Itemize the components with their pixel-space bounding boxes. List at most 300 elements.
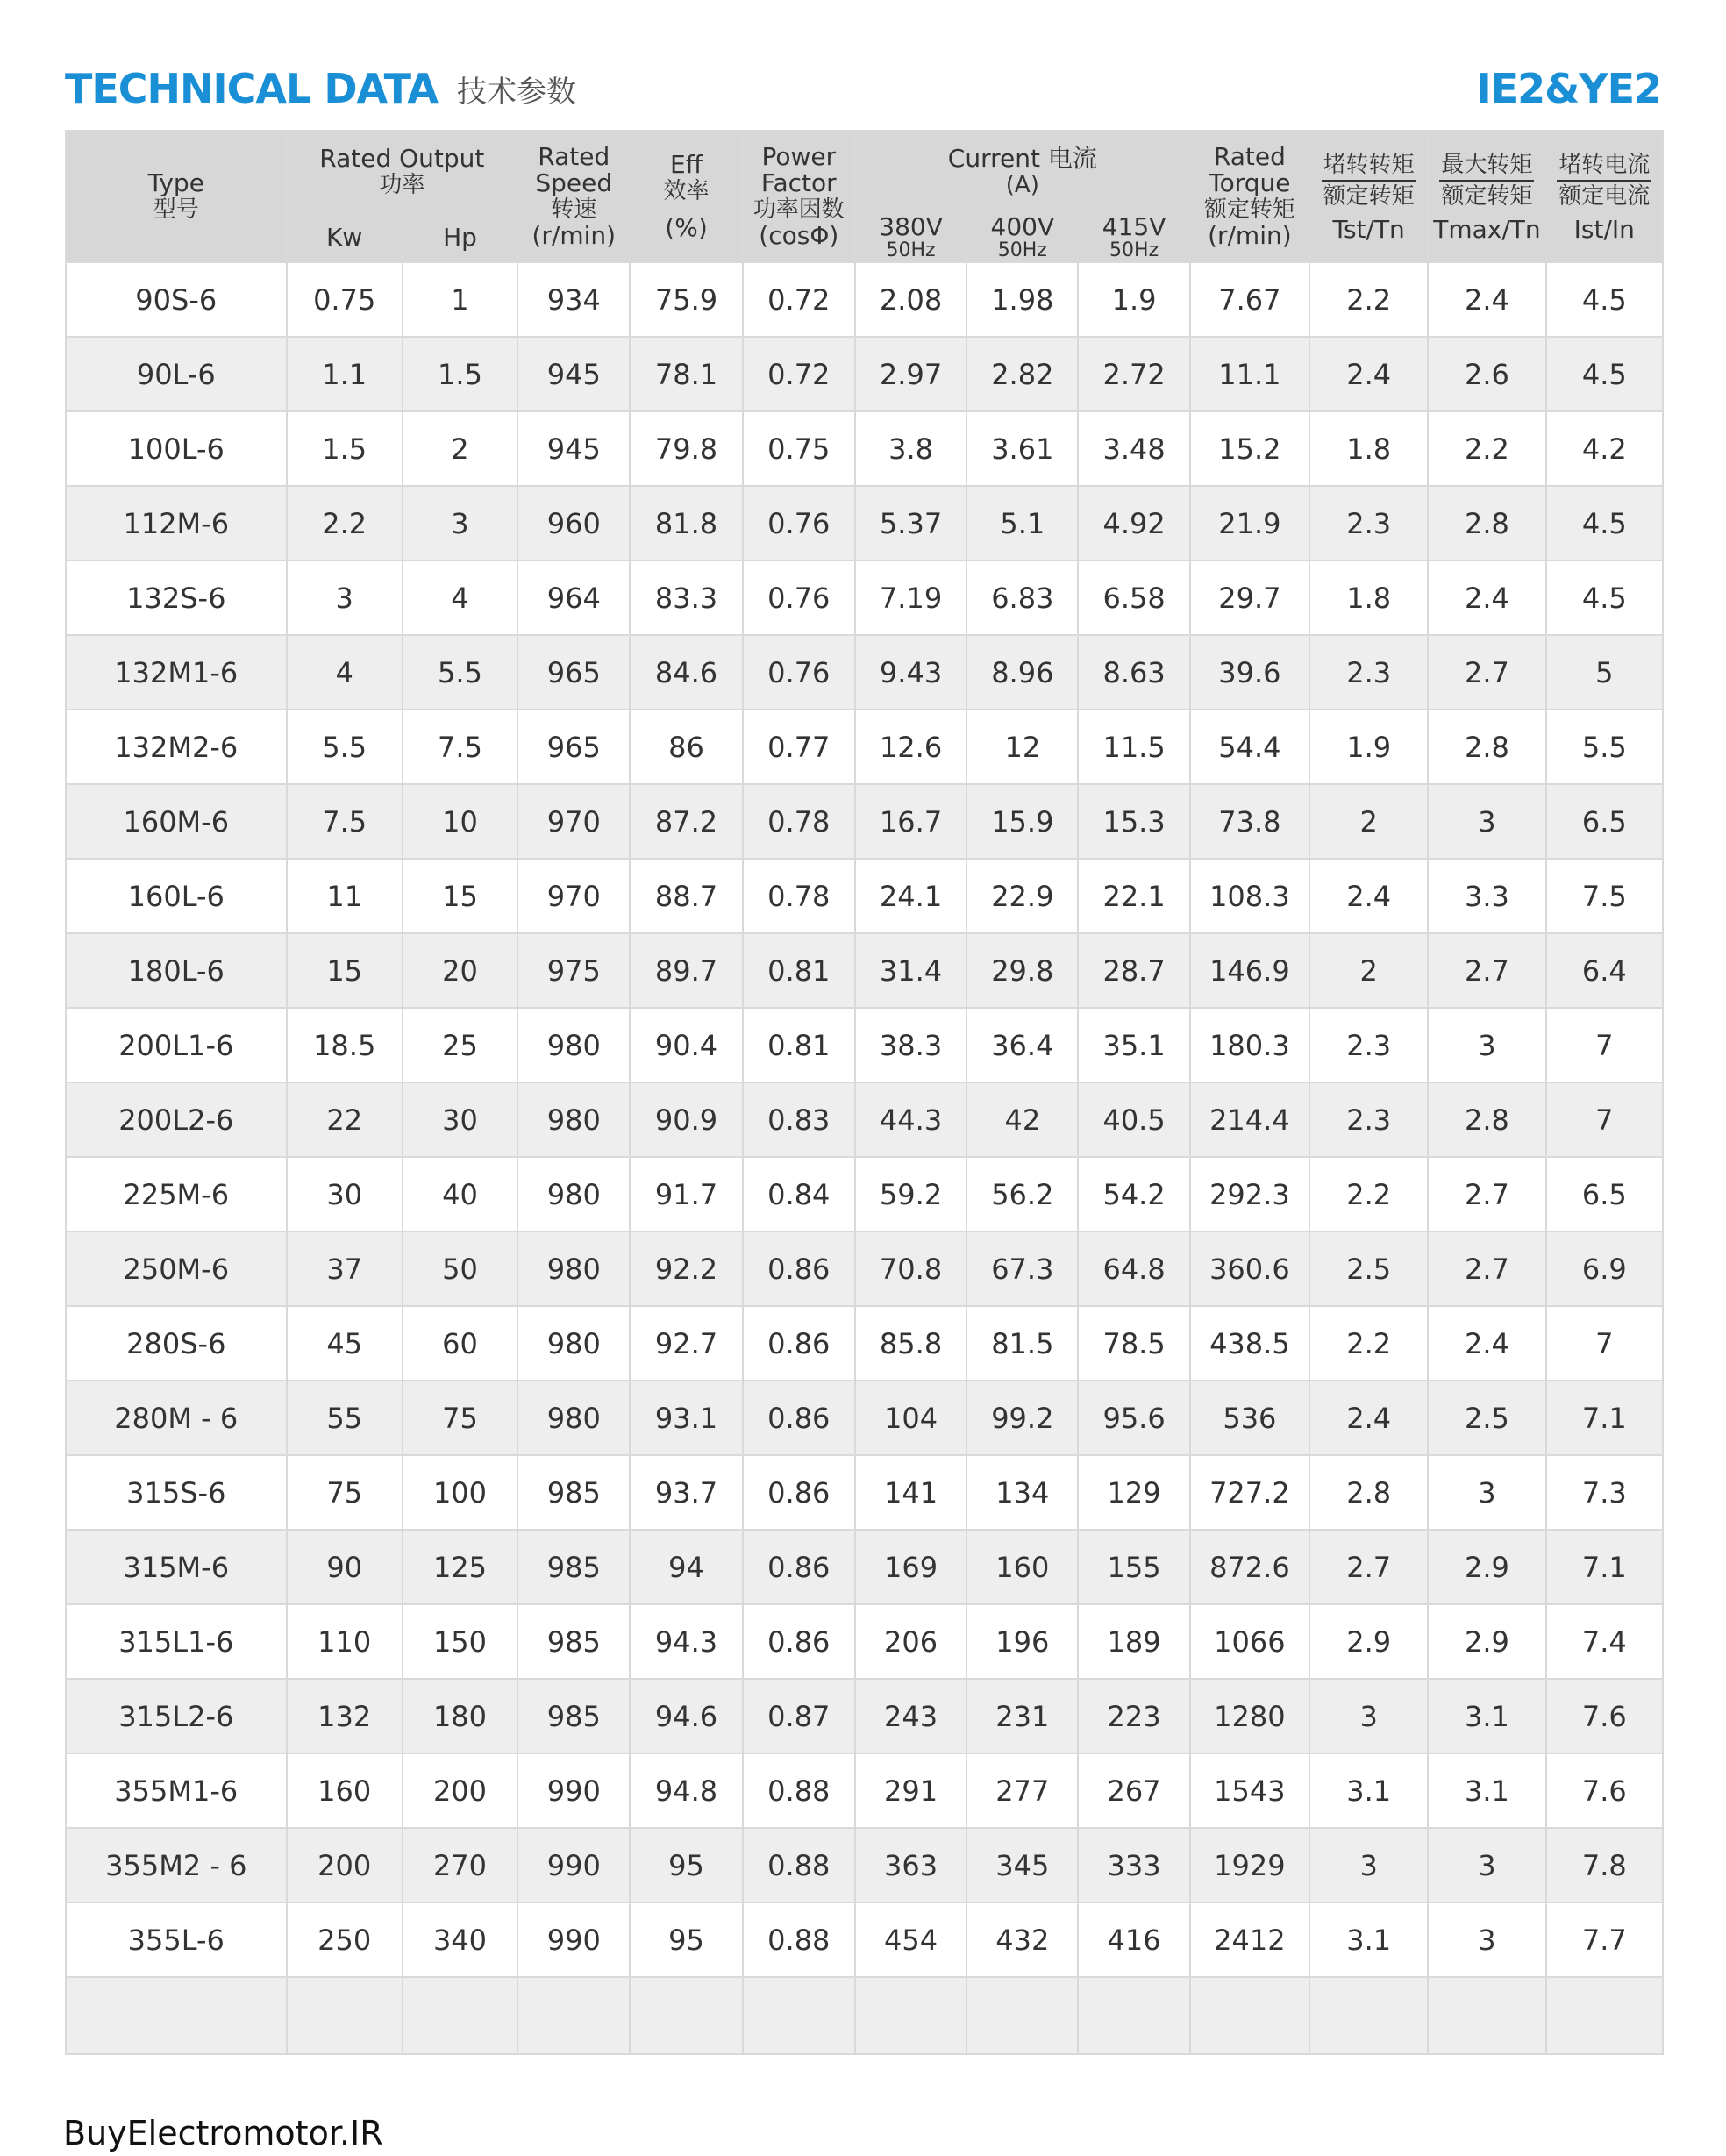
table-cell: 92.7 — [630, 1306, 742, 1381]
table-cell: 985 — [517, 1604, 630, 1679]
table-cell: 3 — [1309, 1828, 1428, 1903]
table-cell: 333 — [1078, 1828, 1189, 1903]
table-cell: 22.1 — [1078, 859, 1189, 933]
cell-type: 315M-6 — [66, 1530, 287, 1604]
table-cell: 0.86 — [743, 1530, 855, 1604]
table-cell: 3 — [403, 486, 517, 560]
table-cell: 64.8 — [1078, 1231, 1189, 1306]
table-row — [66, 262, 1663, 337]
table-cell: 18.5 — [287, 1008, 403, 1082]
table-cell: 2.4 — [1428, 560, 1545, 635]
table-cell: 42 — [966, 1082, 1078, 1157]
table-cell: 100 — [403, 1455, 517, 1530]
table-cell: 1280 — [1190, 1679, 1309, 1753]
table-cell: 1 — [403, 262, 517, 337]
table-cell: 22.9 — [966, 859, 1078, 933]
table-cell: 0.72 — [743, 262, 855, 337]
table-cell: 200 — [403, 1753, 517, 1828]
table-cell: 7.6 — [1546, 1753, 1663, 1828]
table-cell: 2.08 — [855, 262, 966, 337]
table-cell: 81.8 — [630, 486, 742, 560]
table-cell: 7.6 — [1546, 1679, 1663, 1753]
table-cell: 6.5 — [1546, 784, 1663, 859]
table-row — [66, 1753, 1663, 1828]
cell-type: 200L1-6 — [66, 1008, 287, 1082]
table-cell: 2.7 — [1309, 1530, 1428, 1604]
table-cell: 2.7 — [1428, 1231, 1545, 1306]
table-cell: 990 — [517, 1828, 630, 1903]
table-cell: 6.58 — [1078, 560, 1189, 635]
table-cell: 7.8 — [1546, 1828, 1663, 1903]
table-cell: 25 — [403, 1008, 517, 1082]
table-cell: 2.8 — [1428, 710, 1545, 784]
table-cell: 37 — [287, 1231, 403, 1306]
cell-type: 355M2 - 6 — [66, 1828, 287, 1903]
table-cell: 90 — [287, 1530, 403, 1604]
table-cell: 10 — [403, 784, 517, 859]
table-cell: 340 — [403, 1903, 517, 1977]
table-cell: 990 — [517, 1903, 630, 1977]
table-cell: 980 — [517, 1381, 630, 1455]
table-cell: 31.4 — [855, 933, 966, 1008]
table-cell: 934 — [517, 262, 630, 337]
table-cell: 200 — [287, 1828, 403, 1903]
table-cell: 78.5 — [1078, 1306, 1189, 1381]
table-cell: 2.82 — [966, 337, 1078, 411]
table-cell: 267 — [1078, 1753, 1189, 1828]
table-cell: 4.92 — [1078, 486, 1189, 560]
table-cell: 29.7 — [1190, 560, 1309, 635]
table-cell: 3.61 — [966, 411, 1078, 486]
title-english: TECHNICAL DATA — [65, 65, 438, 112]
table-cell: 0.76 — [743, 486, 855, 560]
table-cell: 6.83 — [966, 560, 1078, 635]
table-cell: 39.6 — [1190, 635, 1309, 710]
table-cell: 2.9 — [1428, 1530, 1545, 1604]
table-cell: 2.5 — [1309, 1231, 1428, 1306]
table-cell: 2.4 — [1309, 859, 1428, 933]
header-power-factor: Power Factor 功率因数 (cosΦ) — [743, 131, 855, 262]
table-cell: 980 — [517, 1306, 630, 1381]
table-cell: 1.1 — [287, 337, 403, 411]
table-cell: 3 — [1428, 1828, 1545, 1903]
table-cell: 1066 — [1190, 1604, 1309, 1679]
table-cell: 2.4 — [1428, 1306, 1545, 1381]
table-cell: 40.5 — [1078, 1082, 1189, 1157]
table-cell: 12.6 — [855, 710, 966, 784]
table-cell: 15.9 — [966, 784, 1078, 859]
table-cell: 3 — [1428, 1008, 1545, 1082]
table-cell: 6.9 — [1546, 1231, 1663, 1306]
empty-cell — [630, 1977, 742, 2054]
technical-data-table — [65, 130, 1664, 2055]
empty-cell — [1078, 1977, 1189, 2054]
table-cell: 95.6 — [1078, 1381, 1189, 1455]
table-cell: 150 — [403, 1604, 517, 1679]
header-max-torque-ratio: $\frac{\text{最大转矩}}{\text{额定转矩}}$ Tmax/Tn — [1428, 131, 1545, 262]
table-cell: 990 — [517, 1753, 630, 1828]
table-cell: 432 — [966, 1903, 1078, 1977]
table-cell: 985 — [517, 1679, 630, 1753]
header-eff: Eff 效率 (%) — [630, 131, 742, 262]
empty-cell — [1309, 1977, 1428, 2054]
table-cell: 15 — [403, 859, 517, 933]
table-cell: 965 — [517, 635, 630, 710]
table-row — [66, 1381, 1663, 1455]
table-cell: 1.8 — [1309, 560, 1428, 635]
table-cell: 2.4 — [1309, 1381, 1428, 1455]
cell-type: 315L1-6 — [66, 1604, 287, 1679]
table-cell: 45 — [287, 1306, 403, 1381]
table-cell: 1929 — [1190, 1828, 1309, 1903]
header-400v: 400V 50Hz — [966, 213, 1078, 262]
table-cell: 15.2 — [1190, 411, 1309, 486]
table-cell: 3.1 — [1309, 1903, 1428, 1977]
table-cell: 2.4 — [1309, 337, 1428, 411]
table-cell: 727.2 — [1190, 1455, 1309, 1530]
table-cell: 91.7 — [630, 1157, 742, 1231]
table-cell: 416 — [1078, 1903, 1189, 1977]
table-cell: 11.1 — [1190, 337, 1309, 411]
table-cell: 3.48 — [1078, 411, 1189, 486]
table-cell: 7.19 — [855, 560, 966, 635]
table-cell: 0.76 — [743, 560, 855, 635]
table-cell: 0.86 — [743, 1306, 855, 1381]
table-cell: 536 — [1190, 1381, 1309, 1455]
table-cell: 99.2 — [966, 1381, 1078, 1455]
empty-cell — [66, 1977, 287, 2054]
table-cell: 2.4 — [1428, 262, 1545, 337]
cell-type: 180L-6 — [66, 933, 287, 1008]
table-cell: 0.86 — [743, 1455, 855, 1530]
table-cell: 60 — [403, 1306, 517, 1381]
table-cell: 7.3 — [1546, 1455, 1663, 1530]
table-cell: 2.8 — [1428, 486, 1545, 560]
table-cell: 0.76 — [743, 635, 855, 710]
table-cell: 4 — [403, 560, 517, 635]
header-380v: 380V 50Hz — [855, 213, 966, 262]
table-row — [66, 1604, 1663, 1679]
table-cell: 5.5 — [287, 710, 403, 784]
table-cell: 2 — [403, 411, 517, 486]
table-cell: 970 — [517, 784, 630, 859]
table-body — [66, 262, 1663, 2054]
cell-type: 250M-6 — [66, 1231, 287, 1306]
table-cell: 438.5 — [1190, 1306, 1309, 1381]
table-cell: 160 — [966, 1530, 1078, 1604]
table-cell: 28.7 — [1078, 933, 1189, 1008]
table-cell: 59.2 — [855, 1157, 966, 1231]
table-cell: 146.9 — [1190, 933, 1309, 1008]
header-rated-speed: Rated Speed 转速 (r/min) — [517, 131, 630, 262]
header-rated-output: Rated Output 功率 — [287, 131, 518, 213]
table-cell: 231 — [966, 1679, 1078, 1753]
table-cell: 11.5 — [1078, 710, 1189, 784]
table-cell: 2.3 — [1309, 635, 1428, 710]
table-cell: 2412 — [1190, 1903, 1309, 1977]
table-cell: 5.5 — [403, 635, 517, 710]
empty-cell — [1190, 1977, 1309, 2054]
table-cell: 2.2 — [1428, 411, 1545, 486]
table-cell: 2.97 — [855, 337, 966, 411]
table-row — [66, 1679, 1663, 1753]
table-cell: 73.8 — [1190, 784, 1309, 859]
table-cell: 7.7 — [1546, 1903, 1663, 1977]
header-hp: Hp — [403, 213, 517, 262]
cell-type: 280S-6 — [66, 1306, 287, 1381]
cell-type: 355L-6 — [66, 1903, 287, 1977]
table-cell: 980 — [517, 1157, 630, 1231]
table-cell: 8.63 — [1078, 635, 1189, 710]
table-cell: 8.96 — [966, 635, 1078, 710]
table-cell: 980 — [517, 1008, 630, 1082]
table-cell: 67.3 — [966, 1231, 1078, 1306]
table-row — [66, 1903, 1663, 1977]
table-cell: 22 — [287, 1082, 403, 1157]
table-cell: 30 — [287, 1157, 403, 1231]
table-row — [66, 560, 1663, 635]
table-cell: 79.8 — [630, 411, 742, 486]
table-cell: 93.1 — [630, 1381, 742, 1455]
table-cell: 155 — [1078, 1530, 1189, 1604]
table-cell: 7.5 — [287, 784, 403, 859]
table-cell: 6.5 — [1546, 1157, 1663, 1231]
table-cell: 2.3 — [1309, 1082, 1428, 1157]
table-cell: 945 — [517, 337, 630, 411]
cell-type: 90L-6 — [66, 337, 287, 411]
table-cell: 0.86 — [743, 1381, 855, 1455]
table-cell: 0.86 — [743, 1231, 855, 1306]
header-current: Current 电流 (A) — [855, 131, 1190, 213]
table-cell: 2.8 — [1428, 1082, 1545, 1157]
table-cell: 2 — [1309, 784, 1428, 859]
table-cell: 945 — [517, 411, 630, 486]
table-cell: 0.87 — [743, 1679, 855, 1753]
table-cell: 0.88 — [743, 1753, 855, 1828]
empty-row — [66, 1977, 1663, 2054]
table-cell: 243 — [855, 1679, 966, 1753]
table-cell: 7 — [1546, 1082, 1663, 1157]
table-cell: 160 — [287, 1753, 403, 1828]
table-row — [66, 635, 1663, 710]
table-cell: 141 — [855, 1455, 966, 1530]
table-cell: 1.5 — [287, 411, 403, 486]
table-cell: 0.75 — [743, 411, 855, 486]
table-cell: 90.9 — [630, 1082, 742, 1157]
table-cell: 2.7 — [1428, 933, 1545, 1008]
table-cell: 3 — [1428, 1455, 1545, 1530]
table-cell: 4.2 — [1546, 411, 1663, 486]
table-cell: 2.3 — [1309, 486, 1428, 560]
table-cell: 0.77 — [743, 710, 855, 784]
table-cell: 345 — [966, 1828, 1078, 1903]
series-label: IE2&YE2 — [1476, 65, 1661, 112]
table-cell: 30 — [403, 1082, 517, 1157]
table-cell: 2.6 — [1428, 337, 1545, 411]
table-cell: 0.75 — [287, 262, 403, 337]
table-cell: 3.1 — [1428, 1753, 1545, 1828]
table-cell: 1.9 — [1078, 262, 1189, 337]
table-cell: 81.5 — [966, 1306, 1078, 1381]
table-cell: 1543 — [1190, 1753, 1309, 1828]
table-cell: 2.3 — [1309, 1008, 1428, 1082]
table-cell: 0.88 — [743, 1828, 855, 1903]
table-cell: 180.3 — [1190, 1008, 1309, 1082]
table-row — [66, 411, 1663, 486]
table-cell: 78.1 — [630, 337, 742, 411]
table-cell: 2.9 — [1428, 1604, 1545, 1679]
table-row — [66, 710, 1663, 784]
table-cell: 180 — [403, 1679, 517, 1753]
table-cell: 196 — [966, 1604, 1078, 1679]
table-row — [66, 1157, 1663, 1231]
page-title — [65, 58, 576, 119]
table-cell: 0.72 — [743, 337, 855, 411]
cell-type: 160L-6 — [66, 859, 287, 933]
table-cell: 250 — [287, 1903, 403, 1977]
table-cell: 2.2 — [1309, 1157, 1428, 1231]
table-cell: 110 — [287, 1604, 403, 1679]
table-cell: 7.1 — [1546, 1381, 1663, 1455]
empty-cell — [403, 1977, 517, 2054]
header-type: Type 型号 — [66, 131, 287, 262]
title-chinese: 技术参数 — [456, 74, 576, 110]
table-cell: 0.78 — [743, 859, 855, 933]
header-415v: 415V 50Hz — [1078, 213, 1189, 262]
table-cell: 3.1 — [1428, 1679, 1545, 1753]
table-cell: 93.7 — [630, 1455, 742, 1530]
table-cell: 360.6 — [1190, 1231, 1309, 1306]
table-cell: 95 — [630, 1828, 742, 1903]
table-cell: 189 — [1078, 1604, 1189, 1679]
empty-cell — [966, 1977, 1078, 2054]
table-cell: 964 — [517, 560, 630, 635]
table-cell: 1.9 — [1309, 710, 1428, 784]
table-cell: 15 — [287, 933, 403, 1008]
table-cell: 2.72 — [1078, 337, 1189, 411]
table-cell: 16.7 — [855, 784, 966, 859]
table-cell: 75 — [287, 1455, 403, 1530]
table-cell: 277 — [966, 1753, 1078, 1828]
table-cell: 7 — [1546, 1008, 1663, 1082]
table-cell: 70.8 — [855, 1231, 966, 1306]
table-cell: 36.4 — [966, 1008, 1078, 1082]
table-cell: 92.2 — [630, 1231, 742, 1306]
table-cell: 125 — [403, 1530, 517, 1604]
table-cell: 2.2 — [287, 486, 403, 560]
table-cell: 4 — [287, 635, 403, 710]
table-cell: 965 — [517, 710, 630, 784]
table-row — [66, 1530, 1663, 1604]
table-cell: 54.2 — [1078, 1157, 1189, 1231]
table-cell: 55 — [287, 1381, 403, 1455]
table-cell: 89.7 — [630, 933, 742, 1008]
table-cell: 223 — [1078, 1679, 1189, 1753]
table-cell: 5.37 — [855, 486, 966, 560]
table-cell: 29.8 — [966, 933, 1078, 1008]
table-cell: 292.3 — [1190, 1157, 1309, 1231]
table-cell: 94.6 — [630, 1679, 742, 1753]
table-cell: 214.4 — [1190, 1082, 1309, 1157]
table-cell: 7.1 — [1546, 1530, 1663, 1604]
header-locked-torque-ratio: $\frac{\text{堵转转矩}}{\text{额定转矩}}$ Tst/Tn — [1309, 131, 1428, 262]
table-row — [66, 1231, 1663, 1306]
table-cell: 0.86 — [743, 1604, 855, 1679]
footer-site-name: BuyElectromotor.IR — [63, 2114, 383, 2152]
cell-type: 315L2-6 — [66, 1679, 287, 1753]
table-cell: 985 — [517, 1530, 630, 1604]
table-cell: 1.8 — [1309, 411, 1428, 486]
empty-cell — [743, 1977, 855, 2054]
table-cell: 4.5 — [1546, 262, 1663, 337]
table-cell: 0.88 — [743, 1903, 855, 1977]
table-cell: 5 — [1546, 635, 1663, 710]
table-cell: 0.81 — [743, 933, 855, 1008]
cell-type: 280M - 6 — [66, 1381, 287, 1455]
table-cell: 44.3 — [855, 1082, 966, 1157]
table-cell: 0.84 — [743, 1157, 855, 1231]
cell-type: 132M2-6 — [66, 710, 287, 784]
cell-type: 112M-6 — [66, 486, 287, 560]
table-cell: 3 — [1428, 784, 1545, 859]
table-row — [66, 1828, 1663, 1903]
table-cell: 54.4 — [1190, 710, 1309, 784]
table-cell: 3.8 — [855, 411, 966, 486]
table-cell: 20 — [403, 933, 517, 1008]
table-cell: 2.2 — [1309, 1306, 1428, 1381]
table-cell: 3 — [1428, 1903, 1545, 1977]
table-cell: 134 — [966, 1455, 1078, 1530]
table-cell: 363 — [855, 1828, 966, 1903]
cell-type: 100L-6 — [66, 411, 287, 486]
table-cell: 7.4 — [1546, 1604, 1663, 1679]
table-cell: 1.98 — [966, 262, 1078, 337]
table-cell: 291 — [855, 1753, 966, 1828]
table-cell: 85.8 — [855, 1306, 966, 1381]
table-row — [66, 859, 1663, 933]
cell-type: 132S-6 — [66, 560, 287, 635]
table-cell: 4.5 — [1546, 337, 1663, 411]
table-cell: 88.7 — [630, 859, 742, 933]
table-cell: 56.2 — [966, 1157, 1078, 1231]
table-cell: 454 — [855, 1903, 966, 1977]
table-cell: 7 — [1546, 1306, 1663, 1381]
table-cell: 9.43 — [855, 635, 966, 710]
cell-type: 315S-6 — [66, 1455, 287, 1530]
table-cell: 104 — [855, 1381, 966, 1455]
table-cell: 2.8 — [1309, 1455, 1428, 1530]
table-row — [66, 1455, 1663, 1530]
table-row — [66, 337, 1663, 411]
table-cell: 94.3 — [630, 1604, 742, 1679]
table-cell: 4.5 — [1546, 560, 1663, 635]
cell-type: 355M1-6 — [66, 1753, 287, 1828]
table-cell: 980 — [517, 1231, 630, 1306]
empty-cell — [517, 1977, 630, 2054]
table-cell: 7.5 — [1546, 859, 1663, 933]
table-row — [66, 486, 1663, 560]
cell-type: 90S-6 — [66, 262, 287, 337]
table-cell: 108.3 — [1190, 859, 1309, 933]
table-cell: 0.83 — [743, 1082, 855, 1157]
table-cell: 129 — [1078, 1455, 1189, 1530]
table-row — [66, 784, 1663, 859]
table-cell: 75.9 — [630, 262, 742, 337]
table-cell: 270 — [403, 1828, 517, 1903]
table-cell: 3 — [287, 560, 403, 635]
table-cell: 84.6 — [630, 635, 742, 710]
table-cell: 0.78 — [743, 784, 855, 859]
